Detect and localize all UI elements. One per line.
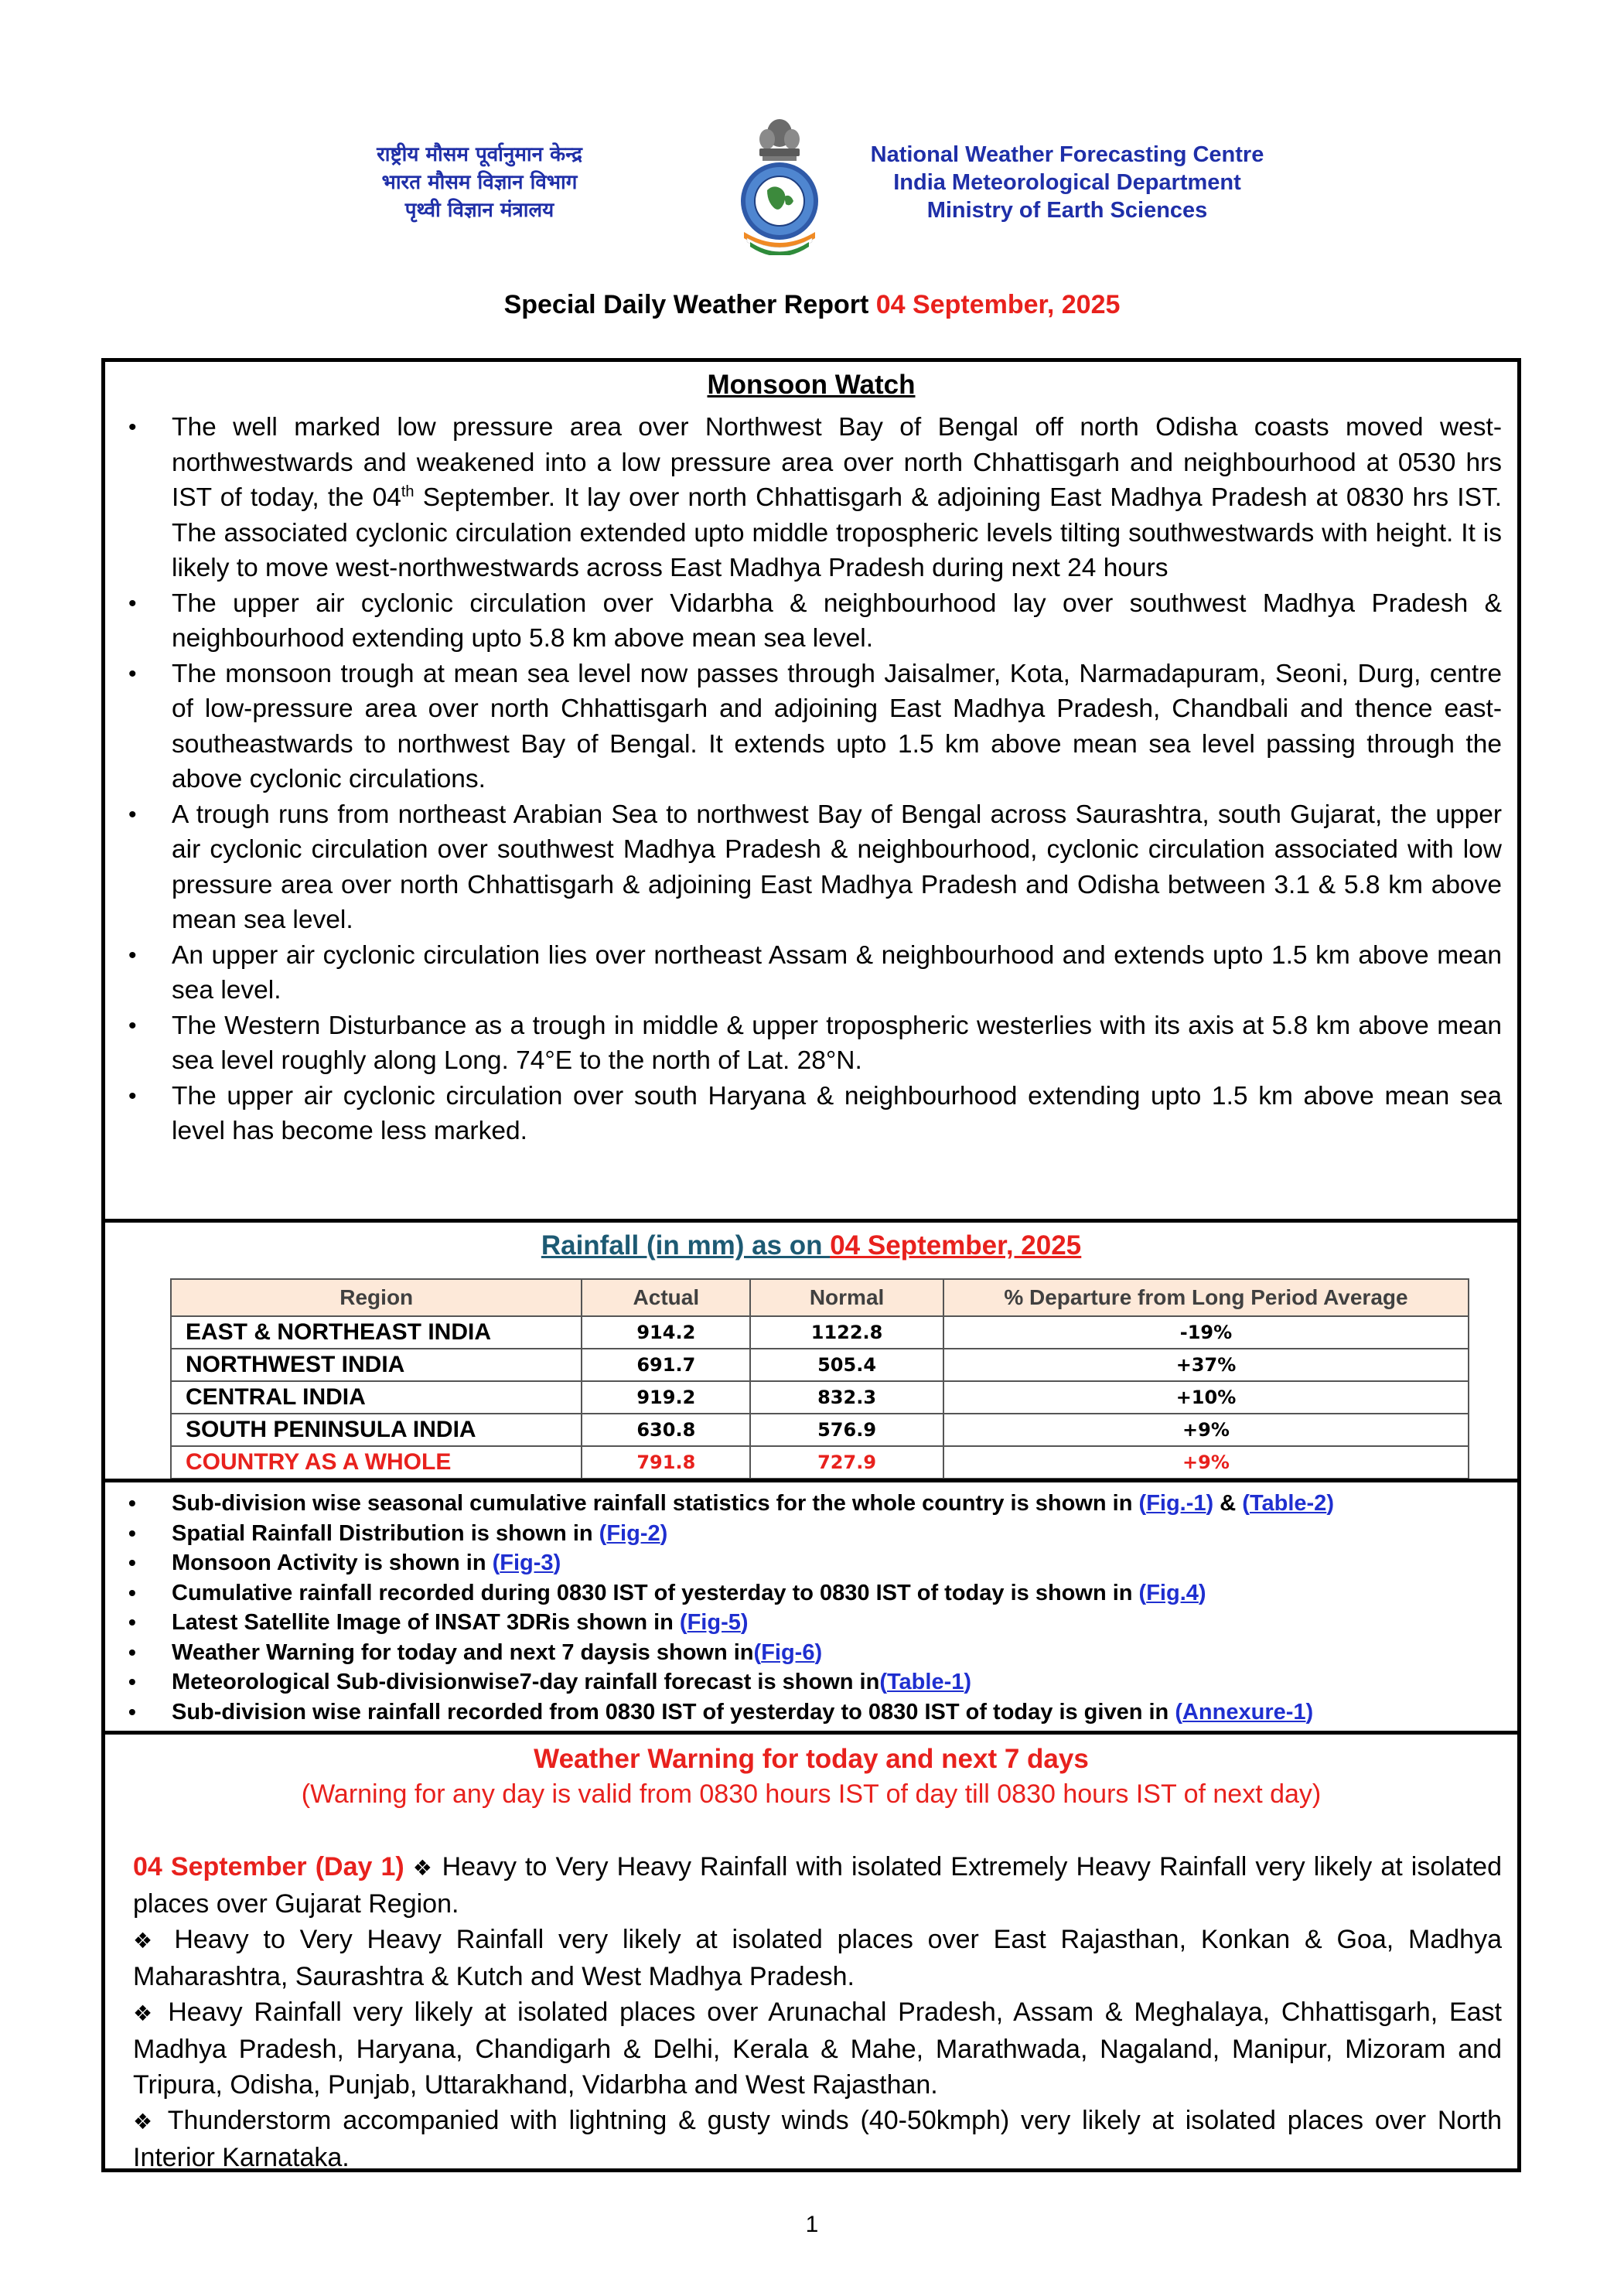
item-text: Sub-division wise rainfall recorded from 0830 IST of yesterday to 0830 IST of today is given in <box>172 1699 1175 1725</box>
diamond-bullet-icon: ❖ <box>133 2001 157 2026</box>
list-item <box>128 657 1502 797</box>
item-text: An upper air cyclonic circulation lies over northeast Assam & neighbourhood and extends upto 1.5 km above mean sea level. <box>172 940 1502 1005</box>
region-cell: NORTHWEST INDIA <box>171 1349 582 1381</box>
list-item <box>128 586 1502 657</box>
monsoon-watch-section <box>105 362 1517 1224</box>
monsoon-watch-list <box>128 410 1502 1149</box>
table-row <box>171 1349 1469 1381</box>
departure-cell: +9% <box>943 1414 1469 1446</box>
region-cell: CENTRAL INDIA <box>171 1381 582 1414</box>
item-text-cont: September. It lay over north Chhattisgarh & adjoining East Madhya Pradesh at 0830 hrs IST. The associated cyclonic circulation extended upto middle tropospheric levels tilting southwestwards with height. It is likely to move west-northwestwards across East Madhya Pradesh during next 24 hours <box>172 483 1503 582</box>
table-row <box>171 1316 1469 1349</box>
departure-cell: +37% <box>943 1349 1469 1381</box>
list-item <box>128 938 1502 1008</box>
table-row <box>171 1414 1469 1446</box>
diamond-bullet-icon: ❖ <box>133 1928 160 1953</box>
warning-paragraph <box>133 1994 1502 2103</box>
actual-cell: 919.2 <box>582 1381 750 1414</box>
list-item: • Weather Warning for today and next 7 daysis shown in(Fig-6) <box>128 1638 1502 1668</box>
normal-cell: 832.3 <box>750 1381 943 1414</box>
item-text: Meteorological Sub-divisionwise7-day rainfall forecast is shown in <box>172 1670 880 1694</box>
english-agency-name <box>851 141 1284 224</box>
item-text: The upper air cyclonic circulation over Vidarbha & neighbourhood lay over southwest Madhya Pradesh & neighbourhood extending upto 5.8 km above mean sea level. <box>172 588 1502 653</box>
table-row-country <box>171 1446 1469 1479</box>
warning-text: Heavy to Very Heavy Rainfall with isolated Extremely Heavy Rainfall very likely at isolated places over Gujarat Region. <box>133 1852 1502 1919</box>
table-row <box>171 1381 1469 1414</box>
column-header: Normal <box>750 1279 943 1316</box>
actual-cell: 630.8 <box>582 1414 750 1446</box>
list-item <box>128 410 1502 586</box>
table-1-link[interactable]: Table-1 <box>886 1670 964 1694</box>
list-item: • Latest Satellite Image of INSAT 3DRis shown in (Fig-5) <box>128 1608 1502 1638</box>
figure-links-list <box>128 1489 1502 1727</box>
item-text: Sub-division wise seasonal cumulative rainfall statistics for the whole country is shown in <box>172 1491 1139 1516</box>
diamond-bullet-icon: ❖ <box>412 1855 434 1881</box>
item-text: Monsoon Activity is shown in <box>172 1551 493 1575</box>
warning-body <box>133 1849 1502 2175</box>
rainfall-table <box>170 1278 1469 1479</box>
day-label: 04 September (Day 1) <box>133 1852 404 1881</box>
hindi-line: भारत मौसम विज्ञान विभाग <box>381 171 578 194</box>
english-line: India Meteorological Department <box>893 170 1241 195</box>
actual-cell: 691.7 <box>582 1349 750 1381</box>
fig-1-link[interactable]: Fig.-1 <box>1146 1491 1206 1516</box>
fig-2-link[interactable]: Fig-2 <box>606 1520 660 1546</box>
column-header: Actual <box>582 1279 750 1316</box>
column-header: Region <box>171 1279 582 1316</box>
hindi-line: पृथ्वी विज्ञान मंत्रालय <box>404 199 554 222</box>
region-cell: EAST & NORTHEAST INDIA <box>171 1316 582 1349</box>
report-date: 04 September, 2025 <box>875 290 1121 319</box>
fig-6-link[interactable]: Fig-6 <box>761 1639 815 1665</box>
normal-cell: 576.9 <box>750 1414 943 1446</box>
warning-validity-note: (Warning for any day is valid from 0830 hours IST of day till 0830 hours IST of next day) <box>301 1779 1322 1809</box>
normal-cell: 727.9 <box>750 1446 943 1479</box>
region-cell: SOUTH PENINSULA INDIA <box>171 1414 582 1446</box>
normal-cell: 505.4 <box>750 1349 943 1381</box>
warning-title: Weather Warning for today and next 7 days <box>534 1744 1089 1774</box>
letterhead <box>0 116 1624 263</box>
list-item <box>128 797 1502 938</box>
national-emblem-icon <box>733 116 826 255</box>
departure-cell: -19% <box>943 1316 1469 1349</box>
departure-cell: +10% <box>943 1381 1469 1414</box>
monsoon-watch-title: Monsoon Watch <box>707 370 916 400</box>
column-header: % Departure from Long Period Average <box>943 1279 1469 1316</box>
annexure-1-link[interactable]: Annexure-1 <box>1182 1699 1306 1725</box>
hindi-line: राष्ट्रीय मौसम पूर्वानुमान केन्द्र <box>377 143 582 166</box>
diamond-bullet-icon: ❖ <box>133 2109 157 2134</box>
rainfall-section <box>105 1223 1517 1475</box>
fig-4-link[interactable]: Fig.4 <box>1146 1580 1199 1605</box>
actual-cell: 791.8 <box>582 1446 750 1479</box>
region-cell: COUNTRY AS A WHOLE <box>171 1446 582 1479</box>
table-2-link[interactable]: Table-2 <box>1249 1491 1327 1516</box>
departure-cell: +9% <box>943 1446 1469 1479</box>
figure-links-section <box>105 1482 1517 1730</box>
list-item: • Meteorological Sub-divisionwise7-day rainfall forecast is shown in(Table-1) <box>128 1667 1502 1697</box>
rainfall-title <box>105 1230 1517 1261</box>
item-text: The Western Disturbance as a trough in middle & upper tropospheric westerlies with its axis at 5.8 km above mean sea level roughly along Long. 74°E to the north of Lat. 28°N. <box>172 1011 1502 1075</box>
warning-text: Heavy Rainfall very likely at isolated places over Arunachal Pradesh, Assam & Meghalaya, Chhattisgarh, East Madhya Pradesh, Haryana, Chandigarh & Delhi, Kerala & Mahe, Marathwada, Nagaland, Manipur, Mizoram and Tripura, Odisha, Punjab, Uttarakhand, Vidarbha and West Rajasthan. <box>133 1997 1502 2100</box>
warning-paragraph <box>133 2103 1502 2175</box>
rainfall-title-prefix: Rainfall (in mm) as on <box>541 1230 831 1261</box>
hindi-agency-name <box>317 141 642 224</box>
item-text: Cumulative rainfall recorded during 0830 IST of yesterday to 0830 IST of today is shown in <box>172 1580 1139 1605</box>
english-line: National Weather Forecasting Centre <box>870 142 1264 167</box>
page-number: 1 <box>805 2212 819 2237</box>
warning-text: Heavy to Very Heavy Rainfall very likely at isolated places over East Rajasthan, Konkan & Goa, Madhya Maharashtra, Saurashtra & Kutch and West Madhya Pradesh. <box>133 1925 1502 1991</box>
item-text: The upper air cyclonic circulation over south Haryana & neighbourhood extending upto 1.5 km above mean sea level has become less marked. <box>172 1081 1502 1145</box>
warning-text: Thunderstorm accompanied with lightning & gusty winds (40-50kmph) very likely at isolated places over North Interior Karnataka. <box>133 2106 1502 2172</box>
list-item: • Sub-division wise rainfall recorded from 0830 IST of yesterday to 0830 IST of today is given in (Annexure-1) <box>128 1697 1502 1728</box>
item-text: Spatial Rainfall Distribution is shown in <box>172 1520 599 1546</box>
english-line: Ministry of Earth Sciences <box>926 198 1208 223</box>
rainfall-title-date: 04 September, 2025 <box>830 1230 1082 1261</box>
normal-cell: 1122.8 <box>750 1316 943 1349</box>
table-header-row <box>171 1279 1469 1316</box>
report-title <box>0 290 1624 320</box>
item-text: Weather Warning for today and next 7 daysis shown in <box>172 1639 754 1665</box>
item-text: The well marked low pressure area over Northwest Bay of Bengal off north Odisha coasts moved west-northwestwards and weakened into a low pressure area over north Chhattisgarh and neighbourhood at 0530 hrs IST of today, the 04 <box>172 413 1502 512</box>
weather-warning-section <box>105 1735 1517 2172</box>
item-text: The monsoon trough at mean sea level now passes through Jaisalmer, Kota, Narmadapuram, Seoni, Durg, centre of low-pressure area over north Chhattisgarh and adjoining East Madhya Pradesh, Chandbali and thence east-southeastwards to northwest Bay of Bengal. It extends upto 1.5 km above mean sea level passing through the above cyclonic circulations. <box>172 659 1502 793</box>
item-text: A trough runs from northeast Arabian Sea to northwest Bay of Bengal across Saurashtra, south Gujarat, the upper air cyclonic circulation over southwest Madhya Pradesh & neighbourhood, cyclonic circulation associated with low pressure area over north Chhattisgarh & adjoining East Madhya Pradesh and Odisha between 3.1 & 5.8 km above mean sea level. <box>172 800 1502 934</box>
warning-paragraph <box>133 1922 1502 1994</box>
list-item: • Monsoon Activity is shown in (Fig-3) <box>128 1548 1502 1578</box>
item-superscript: th <box>401 483 415 500</box>
list-item: • Sub-division wise seasonal cumulative rainfall statistics for the whole country is shown in (Fig.-1) & (Table-2) <box>128 1489 1502 1519</box>
item-text: & <box>1213 1491 1243 1516</box>
warning-paragraph <box>133 1849 1502 1922</box>
item-text: Latest Satellite Image of INSAT 3DRis shown in <box>172 1610 680 1635</box>
list-item: • Spatial Rainfall Distribution is shown in (Fig-2) <box>128 1519 1502 1549</box>
report-frame <box>101 358 1521 2172</box>
fig-5-link[interactable]: Fig-5 <box>687 1610 741 1635</box>
fig-3-link[interactable]: Fig-3 <box>500 1551 554 1575</box>
actual-cell: 914.2 <box>582 1316 750 1349</box>
list-item <box>128 1079 1502 1149</box>
list-item <box>128 1008 1502 1079</box>
list-item: • Cumulative rainfall recorded during 0830 IST of yesterday to 0830 IST of today is shown in (Fig.4) <box>128 1578 1502 1609</box>
report-title-prefix: Special Daily Weather Report <box>503 290 869 319</box>
